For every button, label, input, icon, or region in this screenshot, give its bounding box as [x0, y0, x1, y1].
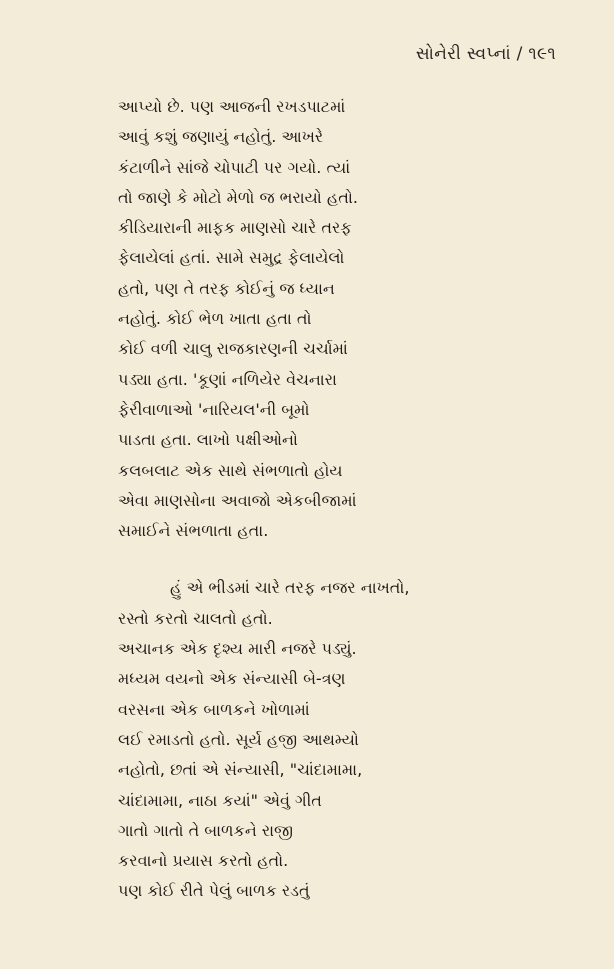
text-line: કીડિયારાની માફક માણસો ચારે તરફ [118, 218, 352, 238]
paragraph-break [118, 546, 558, 573]
text-line: નહોતો, છતાં એ સંન્યાસી, "ચાંદામામા, [118, 760, 363, 780]
text-line: ચાંદામામા, નાઠા કયાં" એવું ગીત [118, 790, 322, 810]
text-line: અચાનક એક દૃશ્ય મારી નજરે પડ્યું. [118, 639, 357, 659]
text-line: કરવાનો પ્રયાસ કરતો હતો. [118, 851, 289, 871]
text-line: વરસના એક બાળકને ખોળામાં [118, 699, 310, 719]
text-line: ફેરીવાળાઓ 'નારિયલ'ની બૂમો [118, 399, 310, 419]
text-line: રસ્તો કરતો ચાલતો હતો. [118, 608, 273, 628]
text-line: ગાતો ગાતો તે બાળકને રાજી [118, 820, 294, 840]
text-line: મધ્યમ વયનો એક સંન્યાસી બે-ત્રણ [118, 669, 346, 689]
text-line: હતો, પણ તે તરફ કોઈનું જ ધ્યાન [118, 278, 335, 298]
text-line: કલબલાટ એક સાથે સંભળાતો હોય [118, 460, 343, 480]
text-line: હું એ ભીડમાં ચારે તરફ નજર નાખતો, [170, 578, 410, 598]
text-line: નહોતું. કોઈ ભેળ ખાતા હતા તો [118, 309, 312, 329]
text-line: એવા માણસોના અવાજો એકબીજામાં [118, 490, 357, 510]
text-line: ફેલાયેલાં હતાં. સામે સમુદ્ર ફેલાયેલો [118, 248, 345, 268]
paragraph-2 [118, 573, 558, 906]
text-line: પડ્યા હતા. 'કૂણાં નળિયેર વેચનારા [118, 369, 337, 389]
text-line: સમાઈને સંભળાતા હતા. [118, 521, 269, 541]
text-line: આપ્યો છે. પણ આજની રખડપાટમાં [118, 97, 346, 116]
text-line: તો જાણે કે મોટો મેળો જ ભરાયો હતો. [118, 187, 358, 207]
text-line: કોઈ વળી ચાલુ રાજકારણની ચર્ચામાં [118, 339, 348, 359]
text-line: પાડતા હતા. લાખો પક્ષીઓનો [118, 430, 298, 450]
text-line: લઈ રમાડતો હતો. સૂર્ય હજી આથમ્યો [118, 729, 359, 749]
text-line: આવું કશું જણાયું નહોતું. આખરે [118, 127, 324, 147]
text-line: પણ કોઈ રીતે પેલું બાળક રડતું [118, 881, 310, 901]
body-text [118, 92, 558, 907]
paragraph-1 [118, 92, 558, 546]
running-header: સોનેરી સ્વપ્નાં / ૧૯૧ [415, 44, 556, 64]
text-line: કંટાળીને સાંજે ચોપાટી પર ગયો. ત્યાં [118, 157, 351, 177]
